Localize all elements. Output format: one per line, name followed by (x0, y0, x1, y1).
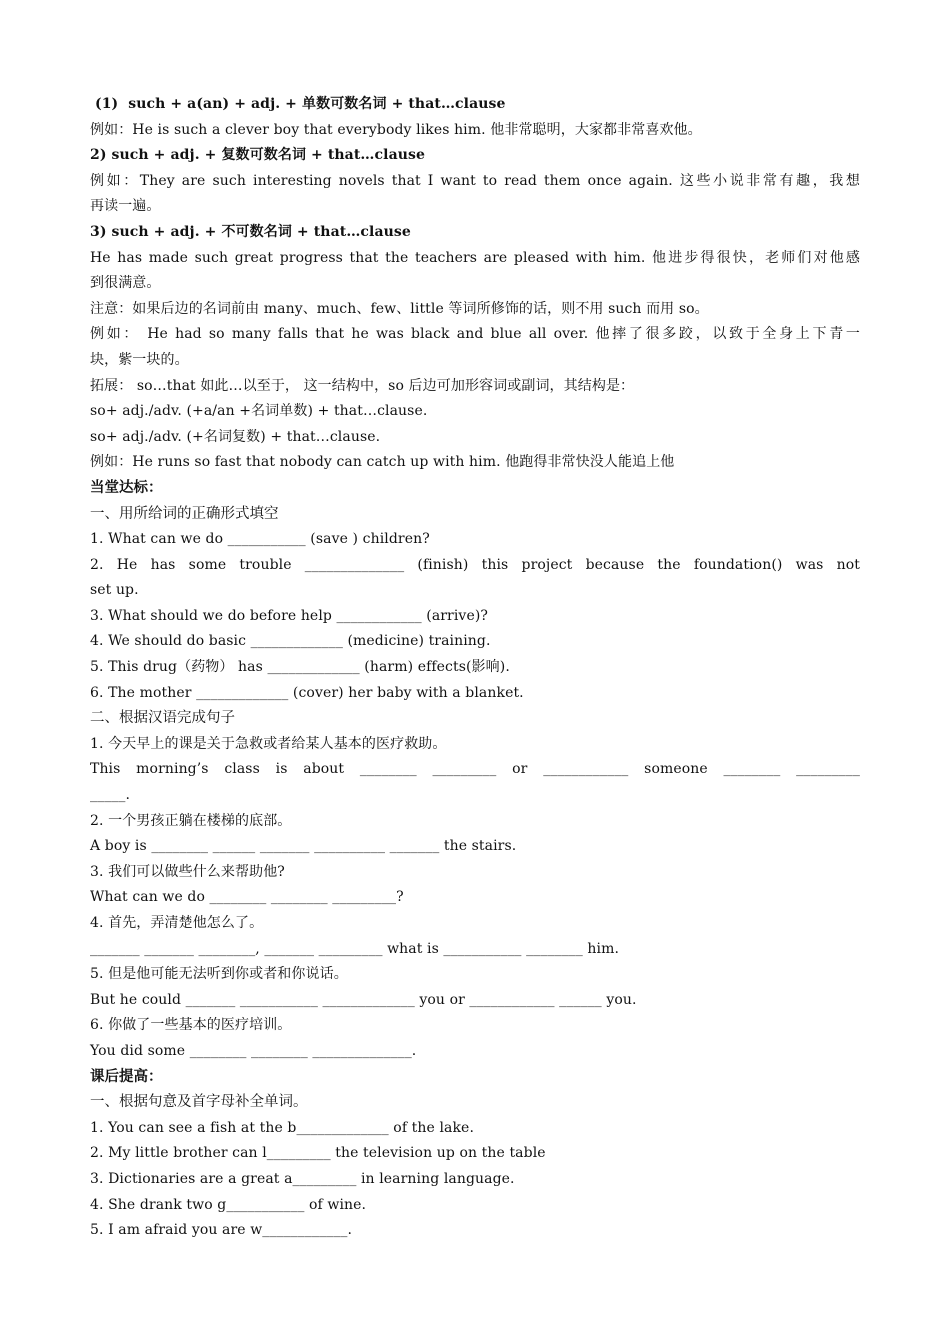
extension-line: 拓展： so…that 如此…以至于， 这一结构中，so 后边可加形容词或副词，其结构是： (90, 377, 635, 394)
exercise-answer-line: This morning’s class is about ________ _________ or ____________ someone ________ _________ (90, 761, 860, 778)
example-line-cont: 再读一遍。 (90, 198, 161, 215)
exercise-item-cont: set up. (90, 582, 139, 599)
exercise-item: 1. You can see a fish at the b_____________ of the lake. (90, 1119, 474, 1136)
section-heading-practice: 当堂达标： (90, 479, 163, 496)
exercise-answer-line: You did some ________ ________ ______________. (90, 1042, 417, 1059)
structure-line: so+ adj./adv. (+名词复数) + that…clause. (90, 428, 381, 445)
exercise-answer-line: But he could _______ ___________ _____________ you or ____________ ______ you. (90, 991, 637, 1008)
example-line: 例如：They are such interesting novels that I want to read them once again. 这些小说非常有趣，我想 (90, 172, 860, 189)
exercise-prompt: 1. 今天早上的课是关于急救或者给某人基本的医疗救助。 (90, 735, 447, 752)
exercise-item: 4. We should do basic _____________ (medicine) training. (90, 633, 491, 650)
rule-1-heading: (1) such + a(an) + adj. + 单数可数名词 + that…clause (90, 96, 506, 112)
structure-line: so+ adj./adv. (+a/an +名词单数) + that…clause. (90, 403, 428, 420)
exercise-answer-line: A boy is ________ ______ _______ __________ _______ the stairs. (90, 838, 517, 855)
exercise-item: 5. This drug（药物） has _____________ (harm) effects(影响). (90, 659, 510, 676)
exercise-item: 6. The mother _____________ (cover) her baby with a blanket. (90, 684, 524, 701)
exercise-prompt: 3. 我们可以做些什么来帮助他? (90, 863, 285, 880)
exercise-2-title: 二、根据汉语完成句子 (90, 710, 235, 727)
note-line: 注意：如果后边的名词前由 many、much、few、little 等词所修饰的话，则不用 such 而用 so。 (90, 300, 709, 317)
exercise-prompt: 5. 但是他可能无法听到你或者和你说话。 (90, 966, 348, 983)
example-line-cont: 块，紫一块的。 (90, 351, 189, 368)
example-line: 例如： He had so many falls that he was black and blue all over. 他摔了很多跤，以致于全身上下青一 (90, 326, 860, 343)
rule-2-heading: 2) such + adj. + 复数可数名词 + that…clause (90, 147, 426, 164)
example-line: He has made such great progress that the teachers are pleased with him. 他进步得很快，老师们对他感 (90, 249, 860, 266)
exercise-item: 3. What should we do before help ____________ (arrive)? (90, 607, 488, 624)
document-page (90, 92, 860, 1244)
exercise-answer-line-cont: _____. (90, 787, 131, 804)
exercise-3-title: 一、根据句意及首字母补全单词。 (90, 1094, 308, 1111)
exercise-item: 1. What can we do ___________ (save ) children? (90, 531, 430, 548)
exercise-item: 4. She drank two g___________ of wine. (90, 1196, 367, 1213)
rule-3-heading: 3) such + adj. + 不可数名词 + that…clause (90, 223, 411, 240)
section-heading-homework: 课后提高： (90, 1068, 163, 1085)
exercise-prompt: 4. 首先，弄清楚他怎么了。 (90, 915, 264, 931)
exercise-1-title: 一、用所给词的正确形式填空 (90, 505, 279, 522)
exercise-prompt: 6. 你做了一些基本的医疗培训。 (90, 1017, 292, 1034)
example-line: 例如：He runs so fast that nobody can catch up with him. 他跑得非常快没人能追上他 (90, 454, 675, 471)
exercise-answer-line: What can we do ________ ________ _________? (90, 889, 404, 906)
exercise-item: 3. Dictionaries are a great a_________ in learning language. (90, 1170, 515, 1187)
exercise-item: 2. My little brother can l_________ the television up on the table (90, 1145, 546, 1162)
exercise-item: 5. I am afraid you are w____________. (90, 1222, 353, 1239)
example-line: 例如：He is such a clever boy that everybody likes him. 他非常聪明，大家都非常喜欢他。 (90, 121, 702, 138)
exercise-prompt: 2. 一个男孩正躺在楼梯的底部。 (90, 812, 292, 829)
exercise-answer-line: _______ _______ ________, _______ _________ what is ___________ ________ him. (90, 940, 620, 957)
example-line-cont: 到很满意。 (90, 275, 161, 292)
exercise-item: 2. He has some trouble ______________ (finish) this project because the foundation() was not (90, 556, 860, 573)
